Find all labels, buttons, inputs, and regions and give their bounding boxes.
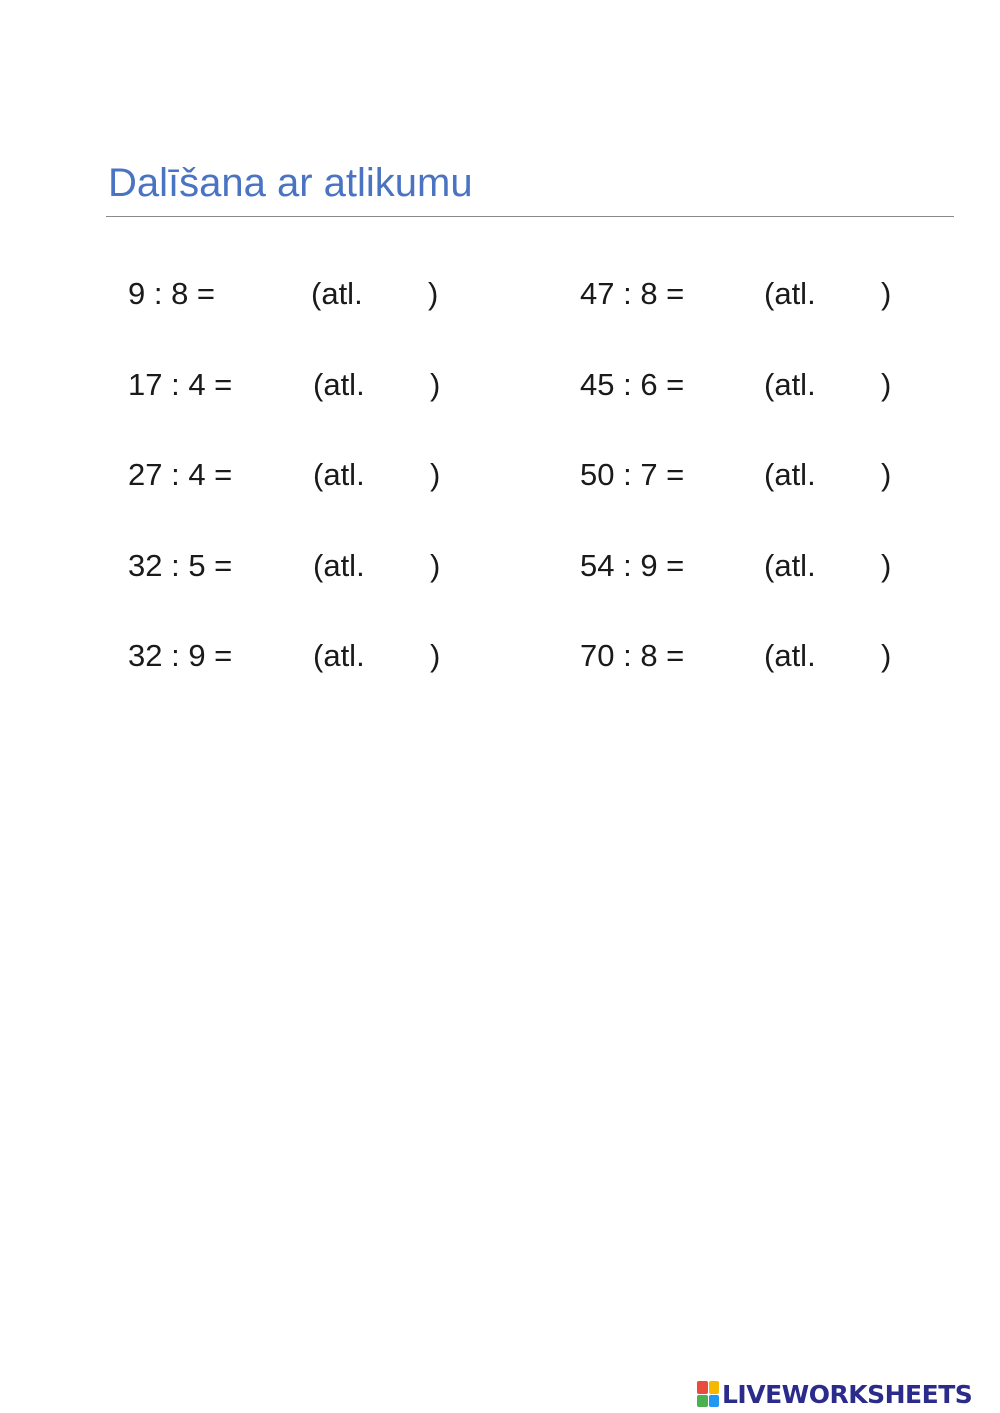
remainder-label: (atl. [764,457,816,492]
remainder-label: (atl. [313,638,365,673]
logo-text: LIVEWORKSHEETS [722,1379,973,1409]
closing-paren: ) [881,548,892,583]
closing-paren: ) [430,638,441,673]
division-expression: 50 : 7 = [580,457,685,492]
logo-square [697,1381,708,1394]
division-expression: 45 : 6 = [580,367,685,402]
division-expression: 27 : 4 = [128,457,233,492]
division-expression: 9 : 8 = [128,276,216,311]
remainder-label: (atl. [313,457,365,492]
logo-square [697,1395,708,1408]
liveworksheets-logo [697,1378,972,1410]
closing-paren: ) [881,367,892,402]
closing-paren: ) [881,276,892,311]
division-expression: 47 : 8 = [580,276,685,311]
remainder-label: (atl. [311,276,363,311]
liveworksheets-logo-icon [697,1381,719,1407]
division-expression: 32 : 5 = [128,548,233,583]
division-expression: 32 : 9 = [128,638,233,673]
closing-paren: ) [430,457,441,492]
logo-square [709,1381,720,1394]
division-expression: 70 : 8 = [580,638,685,673]
division-expression: 17 : 4 = [128,367,233,402]
remainder-label: (atl. [764,638,816,673]
remainder-label: (atl. [313,548,365,583]
logo-square [709,1395,720,1408]
closing-paren: ) [430,548,441,583]
closing-paren: ) [881,638,892,673]
remainder-label: (atl. [764,367,816,402]
remainder-label: (atl. [764,548,816,583]
remainder-label: (atl. [313,367,365,402]
title-divider [106,216,954,217]
remainder-label: (atl. [764,276,816,311]
division-expression: 54 : 9 = [580,548,685,583]
closing-paren: ) [881,457,892,492]
closing-paren: ) [428,276,439,311]
worksheet-title: Dalīšana ar atlikumu [108,161,473,205]
closing-paren: ) [430,367,441,402]
